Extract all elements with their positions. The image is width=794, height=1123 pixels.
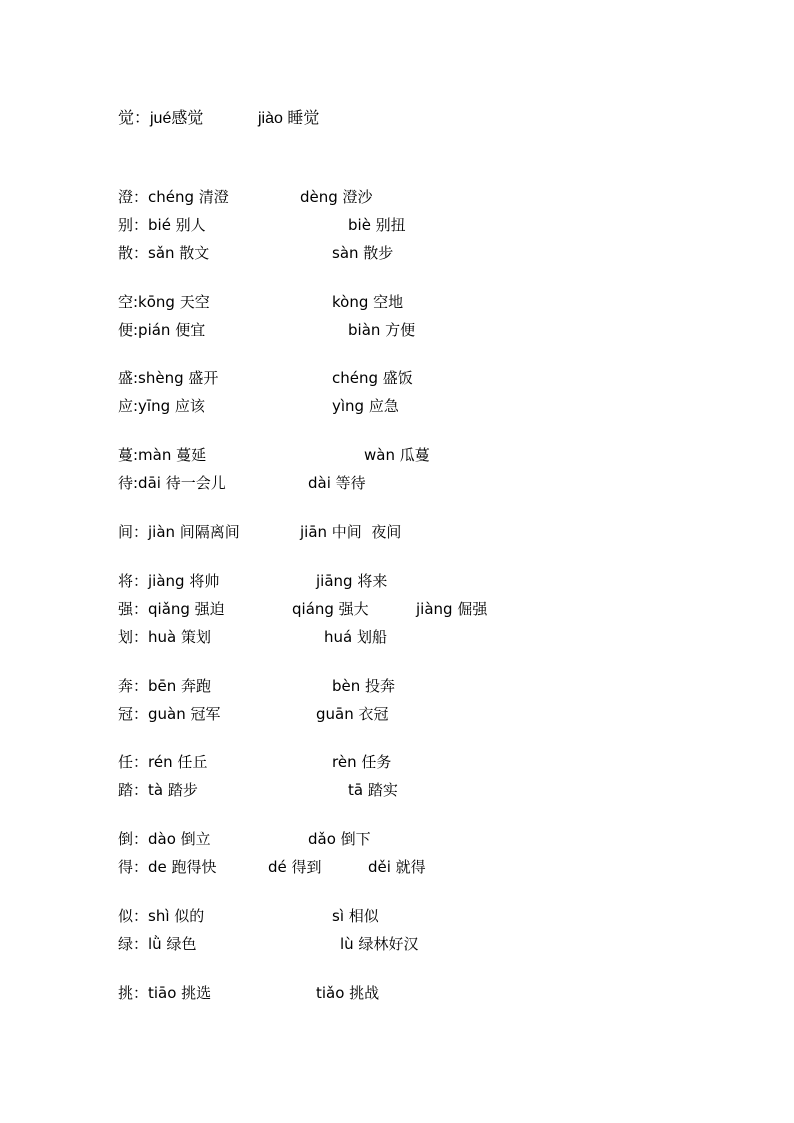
entry-char-reading-2: biè 别扭 xyxy=(348,216,406,234)
entry-char-reading-1: 踏：tà 踏步 xyxy=(118,781,198,799)
entry-char-reading-1: 得：de 跑得快 xyxy=(118,858,217,876)
entry-char-reading-1: 挑：tiāo 挑选 xyxy=(118,984,212,1002)
entry-char-reading-2: dǎo 倒下 xyxy=(308,830,371,848)
entry-char-reading-1: 强：qiǎng 强迫 xyxy=(118,600,225,618)
entry-char-reading-2: sàn 散步 xyxy=(332,244,394,262)
entry-char-reading-2: kòng 空地 xyxy=(332,293,404,311)
entry-char-reading-3: jiàng 倔强 xyxy=(416,600,488,618)
entry-char-reading-1: 绿：lǜ 绿色 xyxy=(118,935,197,953)
entry-char-reading-3: děi 就得 xyxy=(368,858,426,876)
entry-char-reading-2: sì 相似 xyxy=(332,907,379,925)
entry-char-reading-2: rèn 任务 xyxy=(332,753,392,771)
entry-char-reading-2: chéng 盛饭 xyxy=(332,369,413,387)
entry-char-reading-2: jiào 睡觉 xyxy=(258,110,320,127)
entry-char-reading-1: 倒：dào 倒立 xyxy=(118,830,211,848)
entry-char-reading-2: qiáng 强大 xyxy=(292,600,369,618)
entry-char-reading-1: 澄：chéng 清澄 xyxy=(118,188,229,206)
entry-char-reading-1: 别：bié 别人 xyxy=(118,216,206,234)
entry-char-reading-2: tā 踏实 xyxy=(348,781,398,799)
entry-char-reading-1: 间：jiàn 间隔离间 xyxy=(118,523,240,541)
entry-char-reading-1: 冠：guàn 冠军 xyxy=(118,705,221,723)
entry-char-reading-1: 便:pián 便宜 xyxy=(118,321,206,339)
entry-char-reading-1: 空:kōng 天空 xyxy=(118,293,210,311)
entry-char-reading-2: yìng 应急 xyxy=(332,397,399,415)
entry-char-reading-1: 奔：bēn 奔跑 xyxy=(118,677,212,695)
entry-char-reading-1: 蔓:màn 蔓延 xyxy=(118,446,207,464)
entry-char-reading-1: 盛:shèng 盛开 xyxy=(118,369,219,387)
entry-char-reading-1: 将：jiàng 将帅 xyxy=(118,572,220,590)
entry-char-reading-1: 划：huà 策划 xyxy=(118,628,211,646)
entry-char-reading-2: lù 绿林好汉 xyxy=(340,935,419,953)
entry-char-reading-2: dài 等待 xyxy=(308,474,366,492)
entry-char-reading-2: biàn 方便 xyxy=(348,321,416,339)
entry-char-reading-2: dé 得到 xyxy=(268,858,322,876)
entry-char-reading-2: jiān 中间 夜间 xyxy=(300,523,402,541)
entry-char-reading-1: 觉：jué感觉 xyxy=(118,110,204,127)
entry-char-reading-2: bèn 投奔 xyxy=(332,677,396,695)
entry-char-reading-2: tiǎo 挑战 xyxy=(316,984,380,1002)
entry-char-reading-2: wàn 瓜蔓 xyxy=(364,446,430,464)
entry-char-reading-1: 待:dāi 待一会儿 xyxy=(118,474,226,492)
entry-char-reading-1: 应:yīng 应该 xyxy=(118,397,205,415)
entry-char-reading-1: 任：rén 任丘 xyxy=(118,753,208,771)
entry-char-reading-2: jiāng 将来 xyxy=(316,572,388,590)
entry-char-reading-1: 散：sǎn 散文 xyxy=(118,244,210,262)
entry-char-reading-2: huá 划船 xyxy=(324,628,387,646)
entry-char-reading-1: 似：shì 似的 xyxy=(118,907,205,925)
entry-char-reading-2: dèng 澄沙 xyxy=(300,188,373,206)
entry-char-reading-2: guān 衣冠 xyxy=(316,705,389,723)
